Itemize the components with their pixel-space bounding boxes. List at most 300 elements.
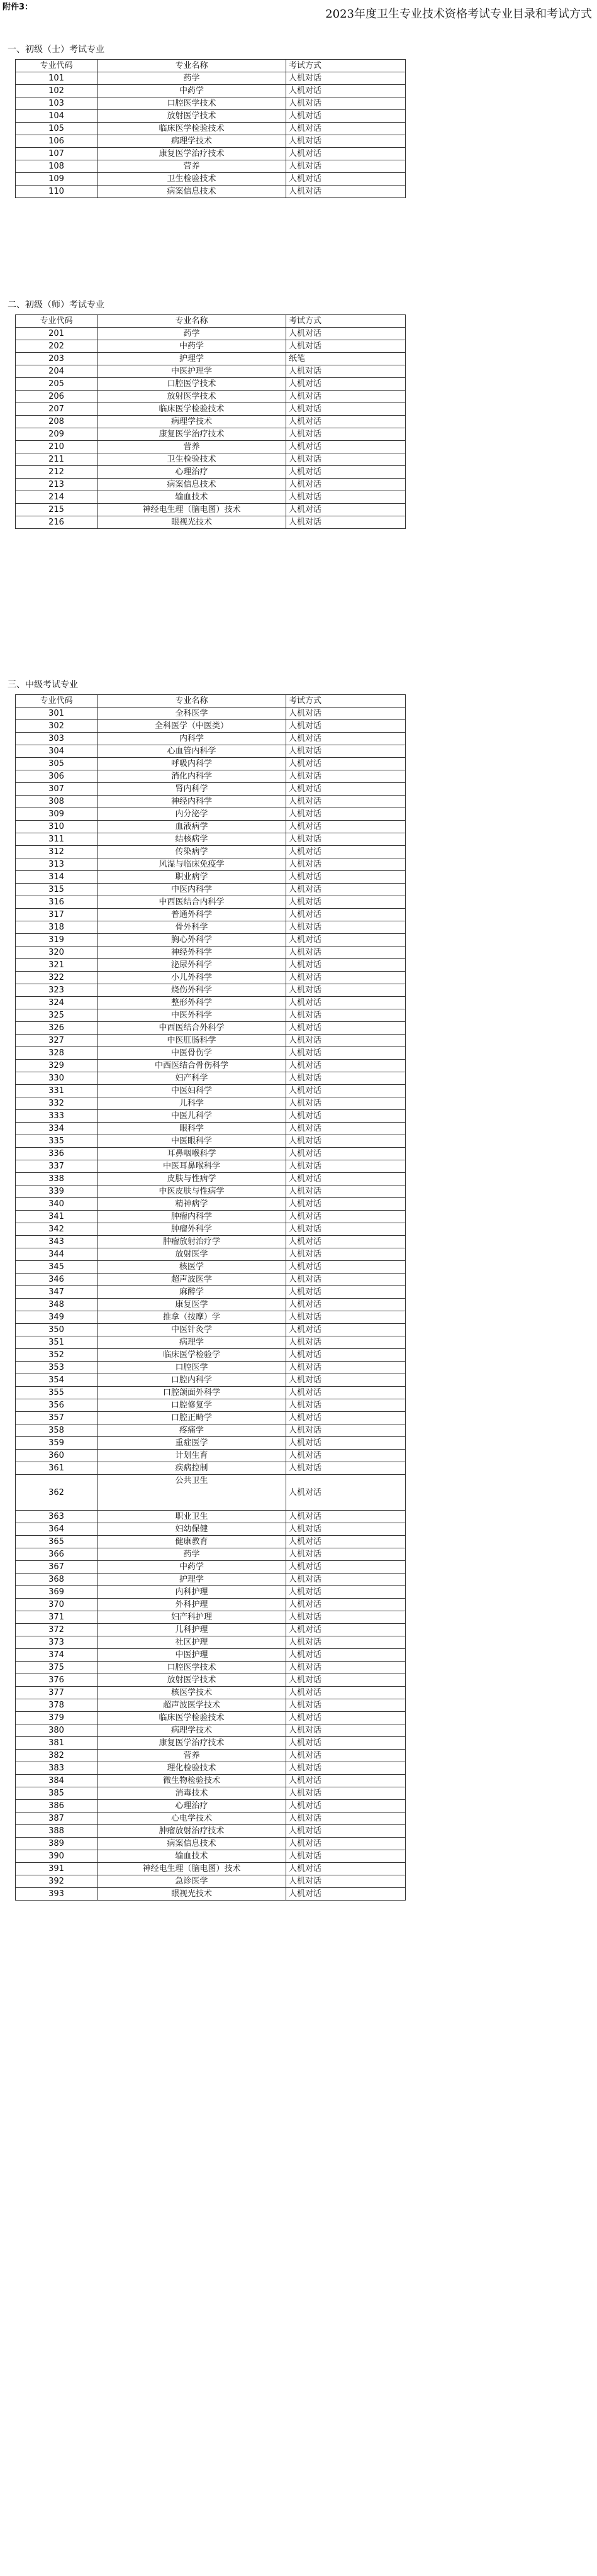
table-row bbox=[16, 745, 406, 758]
cell-mode: 人机对话 bbox=[286, 1072, 406, 1085]
cell-code: 210 bbox=[16, 441, 98, 453]
cell-name: 超声波医学 bbox=[98, 1274, 286, 1286]
cell-mode: 人机对话 bbox=[286, 1750, 406, 1762]
cell-code: 318 bbox=[16, 921, 98, 934]
cell-code: 215 bbox=[16, 504, 98, 516]
table-row bbox=[16, 1787, 406, 1800]
section-title: 一、初级（士）考试专业 bbox=[8, 45, 104, 55]
cell-code: 347 bbox=[16, 1286, 98, 1299]
cell-name: 心理治疗 bbox=[98, 1800, 286, 1813]
cell-code: 207 bbox=[16, 403, 98, 416]
table-row bbox=[16, 846, 406, 858]
cell-mode: 人机对话 bbox=[286, 1123, 406, 1135]
cell-name: 病理学技术 bbox=[98, 416, 286, 428]
cell-code: 369 bbox=[16, 1586, 98, 1599]
cell-mode: 人机对话 bbox=[286, 1274, 406, 1286]
cell-code: 301 bbox=[16, 708, 98, 720]
cell-name: 中医儿科学 bbox=[98, 1110, 286, 1123]
cell-code: 213 bbox=[16, 479, 98, 491]
table-row bbox=[16, 1724, 406, 1737]
cell-code: 353 bbox=[16, 1362, 98, 1374]
cell-code: 366 bbox=[16, 1548, 98, 1561]
cell-mode: 人机对话 bbox=[286, 921, 406, 934]
cell-code: 204 bbox=[16, 365, 98, 378]
cell-name: 精神病学 bbox=[98, 1198, 286, 1211]
table-row bbox=[16, 708, 406, 720]
cell-name: 病案信息技术 bbox=[98, 479, 286, 491]
table-row bbox=[16, 328, 406, 340]
cell-name: 耳鼻咽喉科学 bbox=[98, 1148, 286, 1160]
cell-name: 口腔医学 bbox=[98, 1362, 286, 1374]
cell-code: 106 bbox=[16, 135, 98, 148]
cell-mode: 人机对话 bbox=[286, 1110, 406, 1123]
cell-code: 105 bbox=[16, 123, 98, 135]
cell-mode: 人机对话 bbox=[286, 1863, 406, 1875]
cell-mode: 人机对话 bbox=[286, 479, 406, 491]
cell-mode: 人机对话 bbox=[286, 1198, 406, 1211]
table-row bbox=[16, 1387, 406, 1399]
cell-name: 中西医结合骨伤科学 bbox=[98, 1060, 286, 1072]
cell-mode: 人机对话 bbox=[286, 1299, 406, 1311]
table-row bbox=[16, 1399, 406, 1412]
cell-code: 214 bbox=[16, 491, 98, 504]
cell-name: 结核病学 bbox=[98, 833, 286, 846]
cell-name: 推拿（按摩）学 bbox=[98, 1311, 286, 1324]
cell-name: 风湿与临床免疫学 bbox=[98, 858, 286, 871]
table-row bbox=[16, 1085, 406, 1097]
cell-code: 316 bbox=[16, 896, 98, 909]
cell-mode: 人机对话 bbox=[286, 160, 406, 173]
cell-mode: 人机对话 bbox=[286, 1624, 406, 1636]
cell-mode: 人机对话 bbox=[286, 1248, 406, 1261]
table-row bbox=[16, 720, 406, 733]
table-row bbox=[16, 1286, 406, 1299]
table-row bbox=[16, 1047, 406, 1060]
cell-name: 全科医学 bbox=[98, 708, 286, 720]
cell-code: 333 bbox=[16, 1110, 98, 1123]
cell-mode: 人机对话 bbox=[286, 884, 406, 896]
table-row bbox=[16, 1712, 406, 1724]
cell-mode: 人机对话 bbox=[286, 1586, 406, 1599]
cell-mode: 人机对话 bbox=[286, 1888, 406, 1901]
cell-code: 308 bbox=[16, 796, 98, 808]
table-row bbox=[16, 1825, 406, 1838]
table-row bbox=[16, 1035, 406, 1047]
cell-name: 皮肤与性病学 bbox=[98, 1173, 286, 1185]
cell-code: 329 bbox=[16, 1060, 98, 1072]
cell-mode: 人机对话 bbox=[286, 1211, 406, 1223]
cell-mode: 人机对话 bbox=[286, 1462, 406, 1475]
table-row bbox=[16, 1511, 406, 1523]
cell-name: 整形外科学 bbox=[98, 997, 286, 1009]
table-row bbox=[16, 491, 406, 504]
table-header-row bbox=[16, 315, 406, 328]
cell-code: 317 bbox=[16, 909, 98, 921]
table-row bbox=[16, 97, 406, 110]
cell-code: 328 bbox=[16, 1047, 98, 1060]
cell-mode: 人机对话 bbox=[286, 365, 406, 378]
table-row bbox=[16, 1135, 406, 1148]
cell-mode: 人机对话 bbox=[286, 1699, 406, 1712]
cell-mode: 人机对话 bbox=[286, 1574, 406, 1586]
cell-mode: 人机对话 bbox=[286, 403, 406, 416]
cell-code: 348 bbox=[16, 1299, 98, 1311]
table-row bbox=[16, 1523, 406, 1536]
cell-mode: 人机对话 bbox=[286, 1450, 406, 1462]
cell-mode: 人机对话 bbox=[286, 1787, 406, 1800]
cell-name: 康复医学治疗技术 bbox=[98, 148, 286, 160]
cell-name: 病理学 bbox=[98, 1336, 286, 1349]
cell-code: 350 bbox=[16, 1324, 98, 1336]
cell-name: 卫生检验技术 bbox=[98, 453, 286, 466]
cell-mode: 人机对话 bbox=[286, 997, 406, 1009]
table-row bbox=[16, 1662, 406, 1674]
table-row bbox=[16, 947, 406, 959]
cell-name: 中西医结合内科学 bbox=[98, 896, 286, 909]
cell-mode: 人机对话 bbox=[286, 909, 406, 921]
cell-code: 307 bbox=[16, 783, 98, 796]
cell-mode: 人机对话 bbox=[286, 1223, 406, 1236]
cell-name: 微生物检验技术 bbox=[98, 1775, 286, 1787]
table-row bbox=[16, 1762, 406, 1775]
table-row bbox=[16, 796, 406, 808]
cell-name: 护理学 bbox=[98, 1574, 286, 1586]
cell-name: 理化检验技术 bbox=[98, 1762, 286, 1775]
table-row bbox=[16, 1412, 406, 1424]
header-code: 专业代码 bbox=[16, 60, 98, 72]
table-row bbox=[16, 1536, 406, 1548]
cell-code: 393 bbox=[16, 1888, 98, 1901]
cell-mode: 人机对话 bbox=[286, 85, 406, 97]
table-row bbox=[16, 1223, 406, 1236]
cell-name: 呼吸内科学 bbox=[98, 758, 286, 770]
cell-mode: 人机对话 bbox=[286, 1135, 406, 1148]
cell-code: 344 bbox=[16, 1248, 98, 1261]
cell-name: 中医骨伤学 bbox=[98, 1047, 286, 1060]
cell-name: 内分泌学 bbox=[98, 808, 286, 821]
table-row bbox=[16, 1574, 406, 1586]
cell-name: 心电学技术 bbox=[98, 1813, 286, 1825]
cell-code: 339 bbox=[16, 1185, 98, 1198]
cell-mode: 人机对话 bbox=[286, 1636, 406, 1649]
table-row bbox=[16, 1236, 406, 1248]
cell-code: 304 bbox=[16, 745, 98, 758]
table-row bbox=[16, 504, 406, 516]
cell-code: 367 bbox=[16, 1561, 98, 1574]
cell-mode: 人机对话 bbox=[286, 1412, 406, 1424]
cell-code: 377 bbox=[16, 1687, 98, 1699]
cell-name: 计划生育 bbox=[98, 1450, 286, 1462]
cell-name: 中医妇科学 bbox=[98, 1085, 286, 1097]
table-row bbox=[16, 934, 406, 947]
cell-name: 超声波医学技术 bbox=[98, 1699, 286, 1712]
table-row bbox=[16, 403, 406, 416]
cell-name: 眼科学 bbox=[98, 1123, 286, 1135]
cell-code: 336 bbox=[16, 1148, 98, 1160]
specialty-table bbox=[15, 314, 406, 529]
cell-mode: 人机对话 bbox=[286, 1674, 406, 1687]
table-row bbox=[16, 1072, 406, 1085]
cell-code: 383 bbox=[16, 1762, 98, 1775]
cell-mode: 人机对话 bbox=[286, 466, 406, 479]
cell-name: 泌尿外科学 bbox=[98, 959, 286, 972]
cell-name: 口腔修复学 bbox=[98, 1399, 286, 1412]
cell-name: 疾病控制 bbox=[98, 1462, 286, 1475]
cell-code: 110 bbox=[16, 186, 98, 198]
cell-name: 核医学技术 bbox=[98, 1687, 286, 1699]
cell-code: 332 bbox=[16, 1097, 98, 1110]
table-row bbox=[16, 123, 406, 135]
cell-mode: 人机对话 bbox=[286, 1336, 406, 1349]
cell-code: 381 bbox=[16, 1737, 98, 1750]
cell-code: 330 bbox=[16, 1072, 98, 1085]
cell-name: 临床医学检验技术 bbox=[98, 1712, 286, 1724]
cell-name: 神经内科学 bbox=[98, 796, 286, 808]
table-row bbox=[16, 1261, 406, 1274]
table-row bbox=[16, 1674, 406, 1687]
cell-name: 药学 bbox=[98, 328, 286, 340]
table-row bbox=[16, 416, 406, 428]
cell-mode: 人机对话 bbox=[286, 1324, 406, 1336]
cell-mode: 纸笔 bbox=[286, 353, 406, 365]
cell-code: 364 bbox=[16, 1523, 98, 1536]
table-row bbox=[16, 1324, 406, 1336]
table-row bbox=[16, 1349, 406, 1362]
cell-name: 药学 bbox=[98, 1548, 286, 1561]
specialty-table bbox=[15, 694, 406, 1901]
cell-code: 107 bbox=[16, 148, 98, 160]
cell-code: 321 bbox=[16, 959, 98, 972]
cell-name: 输血技术 bbox=[98, 491, 286, 504]
cell-mode: 人机对话 bbox=[286, 1173, 406, 1185]
cell-code: 360 bbox=[16, 1450, 98, 1462]
cell-code: 108 bbox=[16, 160, 98, 173]
table-row bbox=[16, 770, 406, 783]
cell-mode: 人机对话 bbox=[286, 858, 406, 871]
cell-name: 胸心外科学 bbox=[98, 934, 286, 947]
cell-name: 口腔正畸学 bbox=[98, 1412, 286, 1424]
cell-name: 神经电生理（脑电图）技术 bbox=[98, 1863, 286, 1875]
cell-code: 370 bbox=[16, 1599, 98, 1611]
header-mode: 考试方式 bbox=[286, 315, 406, 328]
cell-name: 职业卫生 bbox=[98, 1511, 286, 1523]
cell-name: 临床医学检验技术 bbox=[98, 123, 286, 135]
section-title: 二、初级（师）考试专业 bbox=[8, 300, 104, 310]
cell-mode: 人机对话 bbox=[286, 1009, 406, 1022]
cell-name: 中医内科学 bbox=[98, 884, 286, 896]
table-row bbox=[16, 516, 406, 529]
cell-code: 205 bbox=[16, 378, 98, 391]
table-row bbox=[16, 135, 406, 148]
cell-code: 320 bbox=[16, 947, 98, 959]
cell-mode: 人机对话 bbox=[286, 1349, 406, 1362]
cell-mode: 人机对话 bbox=[286, 1737, 406, 1750]
table-row bbox=[16, 1800, 406, 1813]
cell-name: 内科护理 bbox=[98, 1586, 286, 1599]
cell-code: 349 bbox=[16, 1311, 98, 1324]
table-row bbox=[16, 173, 406, 186]
cell-mode: 人机对话 bbox=[286, 1160, 406, 1173]
cell-code: 319 bbox=[16, 934, 98, 947]
cell-code: 359 bbox=[16, 1437, 98, 1450]
table-row bbox=[16, 1850, 406, 1863]
header-code: 专业代码 bbox=[16, 315, 98, 328]
cell-mode: 人机对话 bbox=[286, 972, 406, 984]
table-row bbox=[16, 1110, 406, 1123]
cell-name: 全科医学（中医类） bbox=[98, 720, 286, 733]
cell-code: 325 bbox=[16, 1009, 98, 1022]
cell-code: 303 bbox=[16, 733, 98, 745]
cell-name: 康复医学治疗技术 bbox=[98, 1737, 286, 1750]
cell-code: 212 bbox=[16, 466, 98, 479]
cell-name: 输血技术 bbox=[98, 1850, 286, 1863]
table-header-row bbox=[16, 60, 406, 72]
table-row bbox=[16, 1611, 406, 1624]
table-row bbox=[16, 441, 406, 453]
table-row bbox=[16, 1888, 406, 1901]
cell-code: 103 bbox=[16, 97, 98, 110]
cell-name: 病案信息技术 bbox=[98, 1838, 286, 1850]
cell-name: 口腔医学技术 bbox=[98, 97, 286, 110]
cell-name: 中医眼科学 bbox=[98, 1135, 286, 1148]
cell-mode: 人机对话 bbox=[286, 1035, 406, 1047]
cell-code: 335 bbox=[16, 1135, 98, 1148]
cell-name: 口腔医学技术 bbox=[98, 378, 286, 391]
table-row bbox=[16, 1636, 406, 1649]
cell-mode: 人机对话 bbox=[286, 1362, 406, 1374]
cell-mode: 人机对话 bbox=[286, 135, 406, 148]
cell-name: 眼视光技术 bbox=[98, 516, 286, 529]
cell-code: 206 bbox=[16, 391, 98, 403]
table-row bbox=[16, 871, 406, 884]
cell-mode: 人机对话 bbox=[286, 110, 406, 123]
cell-code: 387 bbox=[16, 1813, 98, 1825]
cell-code: 313 bbox=[16, 858, 98, 871]
cell-code: 376 bbox=[16, 1674, 98, 1687]
cell-mode: 人机对话 bbox=[286, 1475, 406, 1511]
cell-code: 202 bbox=[16, 340, 98, 353]
cell-name: 儿科学 bbox=[98, 1097, 286, 1110]
cell-code: 384 bbox=[16, 1775, 98, 1787]
cell-code: 309 bbox=[16, 808, 98, 821]
cell-mode: 人机对话 bbox=[286, 1762, 406, 1775]
cell-name: 疼痛学 bbox=[98, 1424, 286, 1437]
cell-mode: 人机对话 bbox=[286, 1286, 406, 1299]
cell-code: 211 bbox=[16, 453, 98, 466]
cell-mode: 人机对话 bbox=[286, 186, 406, 198]
table-row bbox=[16, 733, 406, 745]
cell-mode: 人机对话 bbox=[286, 72, 406, 85]
table-row bbox=[16, 340, 406, 353]
cell-code: 390 bbox=[16, 1850, 98, 1863]
table-row bbox=[16, 1649, 406, 1662]
document-title: 2023年度卫生专业技术资格考试专业目录和考试方式 bbox=[325, 8, 592, 21]
cell-code: 343 bbox=[16, 1236, 98, 1248]
cell-mode: 人机对话 bbox=[286, 1875, 406, 1888]
cell-mode: 人机对话 bbox=[286, 378, 406, 391]
cell-mode: 人机对话 bbox=[286, 1712, 406, 1724]
cell-code: 311 bbox=[16, 833, 98, 846]
cell-name: 神经电生理（脑电图）技术 bbox=[98, 504, 286, 516]
cell-code: 342 bbox=[16, 1223, 98, 1236]
cell-name: 口腔医学技术 bbox=[98, 1662, 286, 1674]
cell-name: 放射医学技术 bbox=[98, 391, 286, 403]
cell-code: 358 bbox=[16, 1424, 98, 1437]
cell-mode: 人机对话 bbox=[286, 97, 406, 110]
cell-mode: 人机对话 bbox=[286, 1511, 406, 1523]
cell-code: 323 bbox=[16, 984, 98, 997]
cell-name: 护理学 bbox=[98, 353, 286, 365]
table-row bbox=[16, 428, 406, 441]
cell-mode: 人机对话 bbox=[286, 1047, 406, 1060]
cell-name: 中药学 bbox=[98, 340, 286, 353]
cell-code: 388 bbox=[16, 1825, 98, 1838]
cell-mode: 人机对话 bbox=[286, 1775, 406, 1787]
cell-mode: 人机对话 bbox=[286, 808, 406, 821]
cell-name: 普通外科学 bbox=[98, 909, 286, 921]
cell-code: 305 bbox=[16, 758, 98, 770]
table-row bbox=[16, 72, 406, 85]
table-row bbox=[16, 1022, 406, 1035]
table-row bbox=[16, 365, 406, 378]
table-row bbox=[16, 808, 406, 821]
cell-name: 内科学 bbox=[98, 733, 286, 745]
cell-code: 340 bbox=[16, 1198, 98, 1211]
cell-mode: 人机对话 bbox=[286, 1825, 406, 1838]
cell-mode: 人机对话 bbox=[286, 1311, 406, 1324]
table-row bbox=[16, 821, 406, 833]
cell-code: 363 bbox=[16, 1511, 98, 1523]
cell-code: 203 bbox=[16, 353, 98, 365]
cell-code: 379 bbox=[16, 1712, 98, 1724]
cell-mode: 人机对话 bbox=[286, 1437, 406, 1450]
table-row bbox=[16, 1311, 406, 1324]
cell-code: 322 bbox=[16, 972, 98, 984]
cell-mode: 人机对话 bbox=[286, 708, 406, 720]
cell-name: 营养 bbox=[98, 441, 286, 453]
cell-code: 392 bbox=[16, 1875, 98, 1888]
cell-name: 病案信息技术 bbox=[98, 186, 286, 198]
cell-name: 卫生检验技术 bbox=[98, 173, 286, 186]
table-row bbox=[16, 85, 406, 97]
cell-code: 378 bbox=[16, 1699, 98, 1712]
cell-name: 营养 bbox=[98, 160, 286, 173]
cell-mode: 人机对话 bbox=[286, 1611, 406, 1624]
cell-code: 314 bbox=[16, 871, 98, 884]
cell-mode: 人机对话 bbox=[286, 934, 406, 947]
table-row bbox=[16, 110, 406, 123]
table-row bbox=[16, 1198, 406, 1211]
specialty-table bbox=[15, 59, 406, 198]
table-row bbox=[16, 884, 406, 896]
table-row bbox=[16, 1211, 406, 1223]
cell-code: 102 bbox=[16, 85, 98, 97]
cell-code: 101 bbox=[16, 72, 98, 85]
cell-name: 眼视光技术 bbox=[98, 1888, 286, 1901]
cell-code: 372 bbox=[16, 1624, 98, 1636]
cell-name: 妇产科护理 bbox=[98, 1611, 286, 1624]
section-junior-shi-teacher bbox=[0, 296, 406, 529]
cell-mode: 人机对话 bbox=[286, 1148, 406, 1160]
cell-mode: 人机对话 bbox=[286, 1599, 406, 1611]
table-row bbox=[16, 160, 406, 173]
table-row bbox=[16, 997, 406, 1009]
table-row bbox=[16, 1813, 406, 1825]
cell-mode: 人机对话 bbox=[286, 1261, 406, 1274]
cell-name: 中医耳鼻喉科学 bbox=[98, 1160, 286, 1173]
cell-code: 362 bbox=[16, 1475, 98, 1511]
table-row bbox=[16, 1185, 406, 1198]
